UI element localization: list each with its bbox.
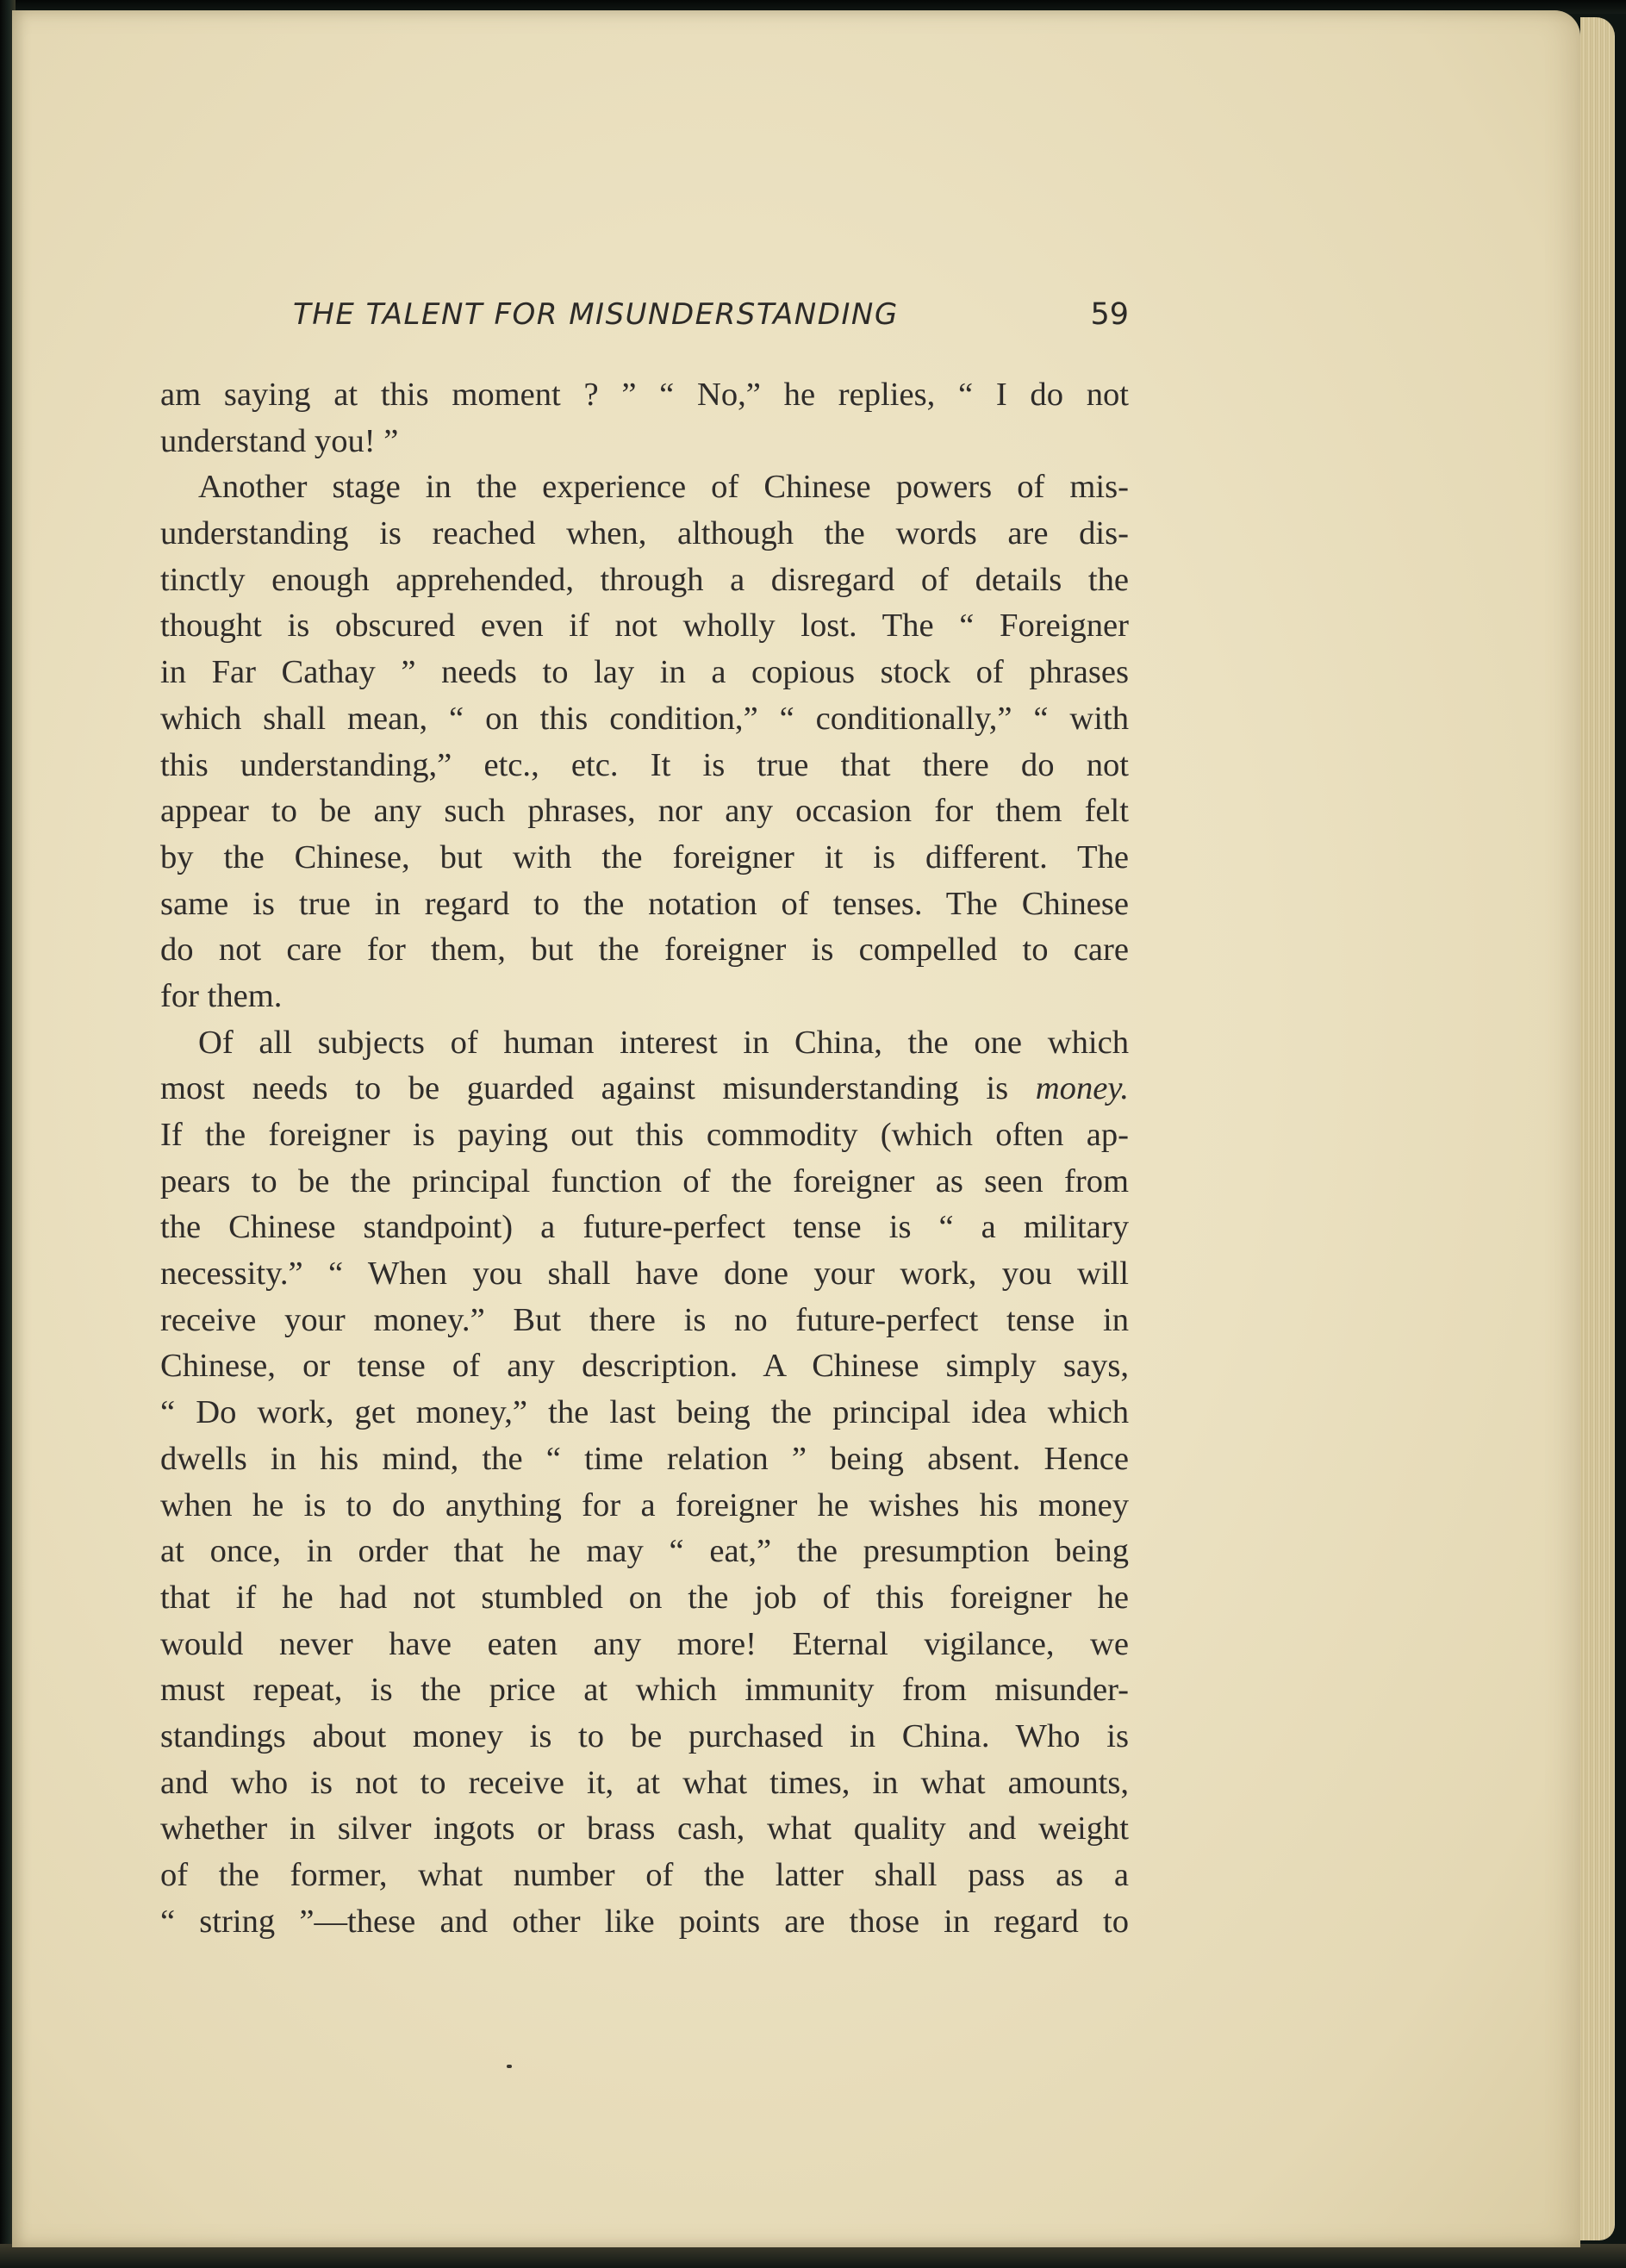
text-line: at once, in order that he may “ eat,” the presumption being (160, 1533, 1129, 1570)
ink-speck (507, 2065, 512, 2068)
text-line: standings about money is to be purchased in China. Who is (160, 1717, 1129, 1754)
running-head (293, 297, 1129, 340)
text-line: pears to be the principal function of the foreigner as seen from (160, 1162, 1129, 1199)
text-line: Chinese, or tense of any description. A Chinese simply says, (160, 1348, 1129, 1385)
text-line: must repeat, is the price at which immunity from misunder- (160, 1672, 1129, 1709)
text-line: when he is to do anything for a foreigner he wishes his money (160, 1486, 1129, 1523)
text-line-part: most needs to be guarded against misunderstanding is (160, 1070, 1009, 1107)
text-line: do not care for them, but the foreigner is compelled to care (160, 932, 1129, 969)
text-line: the Chinese standpoint) a future-perfect tense is “ a military (160, 1209, 1129, 1246)
text-line: understand you! ” (160, 422, 399, 459)
text-line: and who is not to receive it, at what times, in what amounts, (160, 1764, 1129, 1801)
text-line: for them. (160, 977, 283, 1014)
book-cover-bottom-edge (0, 2244, 1626, 2268)
text-line: thought is obscured even if not wholly lost. The “ Foreigner (160, 608, 1129, 645)
text-line: whether in silver ingots or brass cash, what quality and weight (160, 1810, 1129, 1847)
text-line: Of all subjects of human interest in China, the one which (198, 1024, 1129, 1061)
text-line: understanding is reached when, although the words are dis- (160, 515, 1129, 552)
running-title: THE TALENT FOR MISUNDERSTANDING (293, 297, 899, 332)
text-line: am saying at this moment ? ” “ No,” he replies, “ I do not (160, 377, 1129, 413)
page-number: 59 (1090, 297, 1129, 332)
text-line: “ Do work, get money,” the last being the principal idea which (160, 1394, 1129, 1431)
emphasized-word: money. (1035, 1070, 1129, 1107)
text-line: receive your money.” But there is no future-perfect tense in (160, 1301, 1129, 1338)
text-line: same is true in regard to the notation of tenses. The Chinese (160, 885, 1129, 922)
text-line: in Far Cathay ” needs to lay in a copious stock of phrases (160, 654, 1129, 691)
text-line: would never have eaten any more! Eternal vigilance, we (160, 1625, 1129, 1662)
text-line: this understanding,” etc., etc. It is true that there do not (160, 746, 1129, 783)
text-line: dwells in his mind, the “ time relation ” being absent. Hence (160, 1440, 1129, 1477)
text-line: necessity.” “ When you shall have done your work, you will (160, 1256, 1129, 1293)
text-line (160, 1066, 1129, 1112)
body-text (160, 372, 1129, 1945)
text-line: of the former, what number of the latter shall pass as a (160, 1857, 1129, 1893)
text-line: tinctly enough apprehended, through a disregard of details the (160, 561, 1129, 598)
text-line: by the Chinese, but with the foreigner it is different. The (160, 838, 1129, 875)
text-line: appear to be any such phrases, nor any occasion for them felt (160, 793, 1129, 830)
text-line: which shall mean, “ on this condition,” “ conditionally,” “ with (160, 700, 1129, 737)
text-line: Another stage in the experience of Chinese powers of mis- (198, 469, 1129, 506)
text-line: “ string ”—these and other like points are those in regard to (160, 1903, 1129, 1940)
page-fore-edge (1580, 17, 1615, 2240)
text-line: If the foreigner is paying out this commodity (which often ap- (160, 1117, 1129, 1153)
text-line: that if he had not stumbled on the job of this foreigner he (160, 1579, 1129, 1616)
